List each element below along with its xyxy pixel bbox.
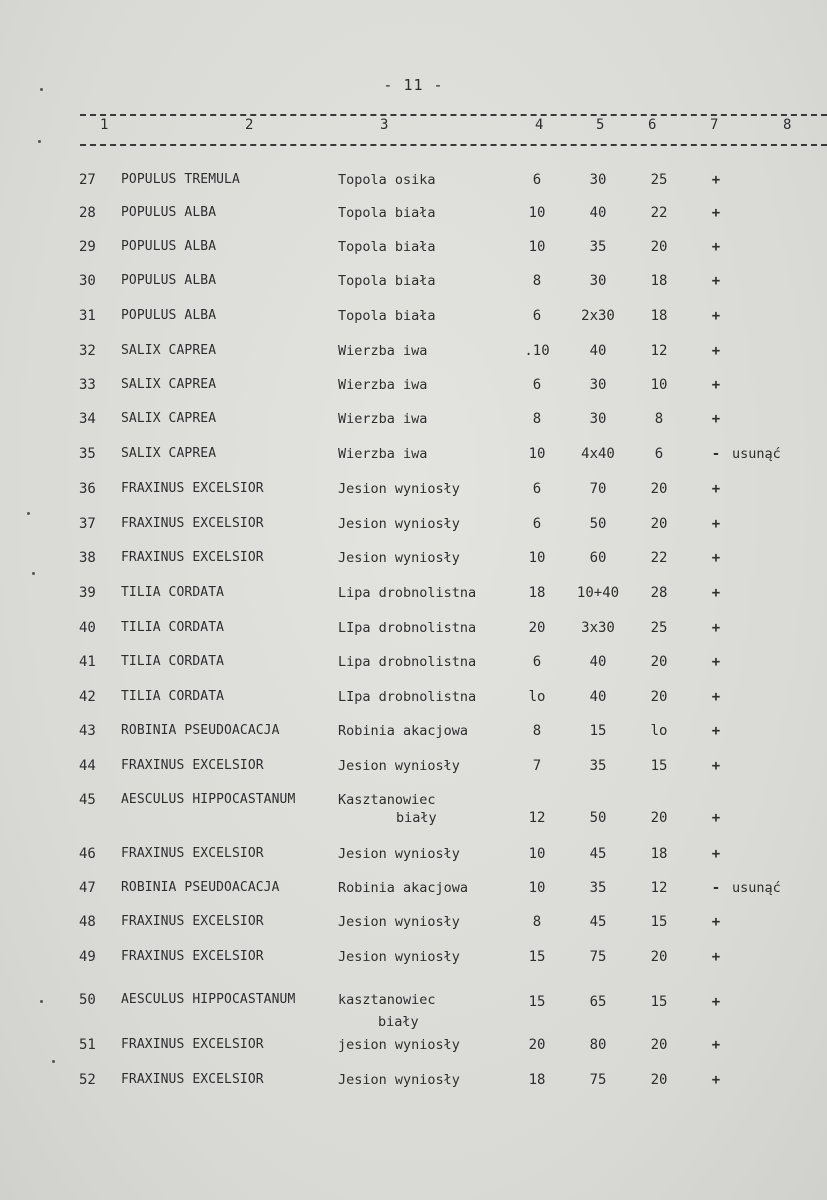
column-4-value: 6 [532,377,542,393]
column-number-1: 1 [100,117,109,133]
polish-name: Jesion wyniosły [338,550,460,566]
latin-name: POPULUS TREMULA [121,172,240,187]
table-row [0,1072,827,1094]
column-5-value: 75 [589,1072,607,1088]
column-5-value: 35 [589,758,607,774]
column-6-value: 20 [650,239,668,255]
column-5-value: 40 [589,689,607,705]
column-6-value: 12 [650,343,668,359]
table-row [0,550,827,572]
row-number: 46 [79,846,96,862]
column-6-value: 20 [650,654,668,670]
remark: usunąć [732,446,781,462]
status-mark: + [711,308,721,324]
latin-name: FRAXINUS EXCELSIOR [121,550,264,565]
table-row [0,239,827,261]
latin-name: FRAXINUS EXCELSIOR [121,846,264,861]
row-number: 30 [79,273,96,289]
column-4-value: 10 [528,550,546,566]
column-6-value: 20 [650,516,668,532]
table-row [0,273,827,295]
polish-name: Topola biała [338,308,436,324]
paper-speck [40,1000,43,1003]
row-number: 33 [79,377,96,393]
status-mark: + [711,994,721,1010]
table-row [0,172,827,194]
latin-name: FRAXINUS EXCELSIOR [121,914,264,929]
column-6-value: 15 [650,914,668,930]
column-4-value: 6 [532,308,542,324]
status-mark: + [711,1037,721,1053]
column-5-value: 30 [589,377,607,393]
column-6-value: 6 [654,446,664,462]
row-number: 48 [79,914,96,930]
column-4-value: 6 [532,172,542,188]
latin-name: POPULUS ALBA [121,205,217,220]
status-mark: + [711,914,721,930]
latin-name: FRAXINUS EXCELSIOR [121,949,264,964]
row-number: 47 [79,880,96,896]
header-bottom-rule [80,144,827,146]
polish-name: Wierzba iwa [338,343,428,359]
table-row [0,377,827,399]
polish-name: Wierzba iwa [338,377,428,393]
latin-name: POPULUS ALBA [121,239,217,254]
column-6-value: 20 [650,689,668,705]
row-number: 36 [79,481,96,497]
row-number: 40 [79,620,96,636]
status-mark: + [711,1072,721,1088]
status-mark: + [711,273,721,289]
status-mark: - [711,446,721,462]
column-5-value: 2x30 [581,308,615,324]
column-4-value: 10 [528,880,546,896]
row-number: 50 [79,992,96,1008]
row-number: 38 [79,550,96,566]
status-mark: + [711,481,721,497]
status-mark: + [711,343,721,359]
column-5-value: 30 [589,411,607,427]
column-4-value: 15 [528,949,546,965]
table-row [0,914,827,936]
column-6-value: 15 [650,994,668,1010]
column-number-5: 5 [596,117,605,133]
column-4-value: 6 [532,654,542,670]
column-4-value: .10 [524,343,550,359]
column-number-6: 6 [648,117,657,133]
column-4-value: 8 [532,273,542,289]
status-mark: + [711,846,721,862]
table-row [0,949,827,971]
latin-name: POPULUS ALBA [121,273,217,288]
status-mark: + [711,620,721,636]
column-4-value: 10 [528,446,546,462]
polish-name: Robinia akacjowa [338,723,469,739]
table-row [0,992,827,1030]
polish-name: Jesion wyniosły [338,1072,460,1088]
table-row [0,205,827,227]
column-5-value: 15 [589,723,607,739]
column-5-value: 70 [589,481,607,497]
polish-name: Topola biała [338,239,436,255]
polish-name: Lipa drobnolistna [338,585,477,601]
row-number: 31 [79,308,96,324]
polish-name: Lipa drobnolistna [338,654,477,670]
polish-name: Jesion wyniosły [338,481,460,497]
polish-name: Topola osika [338,172,436,188]
column-5-value: 4x40 [581,446,615,462]
latin-name: TILIA CORDATA [121,585,225,600]
table-row [0,654,827,676]
row-number: 39 [79,585,96,601]
table-row [0,585,827,607]
latin-name: POPULUS ALBA [121,308,217,323]
column-number-3: 3 [380,117,389,133]
column-4-value: 12 [528,810,546,826]
status-mark: + [711,239,721,255]
row-number: 34 [79,411,96,427]
latin-name: FRAXINUS EXCELSIOR [121,1037,264,1052]
column-5-value: 40 [589,343,607,359]
table-row [0,723,827,745]
column-6-value: 18 [650,308,668,324]
row-number: 51 [79,1037,96,1053]
table-row [0,411,827,433]
paper-speck [52,1060,55,1063]
status-mark: + [711,550,721,566]
latin-name: SALIX CAPREA [121,411,217,426]
polish-name: LIpa drobnolistna [338,689,477,705]
table-row [0,620,827,642]
polish-name: Jesion wyniosły [338,949,460,965]
column-number-7: 7 [710,117,719,133]
polish-name: kasztanowiec [338,992,436,1008]
column-6-value: lo [650,723,668,739]
latin-name: ROBINIA PSEUDOACACJA [121,880,280,895]
status-mark: + [711,516,721,532]
table-row [0,481,827,503]
column-4-value: 8 [532,914,542,930]
latin-name: AESCULUS HIPPOCASTANUM [121,792,296,807]
polish-name: Jesion wyniosły [338,516,460,532]
remark: usunąć [732,880,781,896]
column-4-value: 6 [532,516,542,532]
column-number-header [0,117,827,135]
latin-name: FRAXINUS EXCELSIOR [121,516,264,531]
column-4-value: 18 [528,585,546,601]
page-number: - 11 - [383,76,444,94]
polish-name: Wierzba iwa [338,411,428,427]
column-5-value: 45 [589,846,607,862]
polish-name: Robinia akacjowa [338,880,469,896]
latin-name: FRAXINUS EXCELSIOR [121,758,264,773]
column-6-value: 20 [650,810,668,826]
row-number: 27 [79,172,96,188]
latin-name: ROBINIA PSEUDOACACJA [121,723,280,738]
status-mark: + [711,205,721,221]
column-6-value: 18 [650,273,668,289]
column-5-value: 65 [589,994,607,1010]
polish-name: Jesion wyniosły [338,758,460,774]
polish-name-continued: biały [378,1014,419,1030]
column-5-value: 50 [589,516,607,532]
status-mark: + [711,689,721,705]
column-4-value: 10 [528,846,546,862]
column-6-value: 18 [650,846,668,862]
column-4-value: 8 [532,411,542,427]
row-number: 41 [79,654,96,670]
status-mark: + [711,758,721,774]
status-mark: + [711,723,721,739]
paper-speck [27,512,30,515]
column-number-4: 4 [535,117,544,133]
column-6-value: 20 [650,949,668,965]
column-4-value: 20 [528,1037,546,1053]
column-5-value: 40 [589,205,607,221]
header-top-rule [80,114,827,116]
column-4-value: 18 [528,1072,546,1088]
latin-name: TILIA CORDATA [121,654,225,669]
status-mark: + [711,949,721,965]
column-5-value: 45 [589,914,607,930]
row-number: 45 [79,792,96,808]
column-6-value: 15 [650,758,668,774]
row-number: 43 [79,723,96,739]
column-4-value: 10 [528,239,546,255]
table-row [0,792,827,826]
status-mark: + [711,810,721,826]
column-6-value: 10 [650,377,668,393]
column-5-value: 3x30 [581,620,615,636]
table-row [0,516,827,538]
polish-name: Topola biała [338,273,436,289]
column-4-value: 7 [532,758,542,774]
column-4-value: 10 [528,205,546,221]
latin-name: FRAXINUS EXCELSIOR [121,1072,264,1087]
column-5-value: 35 [589,239,607,255]
column-5-value: 30 [589,172,607,188]
column-number-2: 2 [245,117,254,133]
column-4-value: 6 [532,481,542,497]
column-4-value: 15 [528,994,546,1010]
column-number-8: 8 [783,117,792,133]
latin-name: TILIA CORDATA [121,689,225,704]
column-5-value: 10+40 [576,585,620,601]
table-row [0,689,827,711]
column-5-value: 60 [589,550,607,566]
paper-speck [40,88,43,91]
column-4-value: 8 [532,723,542,739]
status-mark: + [711,411,721,427]
column-6-value: 20 [650,1072,668,1088]
row-number: 49 [79,949,96,965]
column-6-value: 25 [650,172,668,188]
column-5-value: 30 [589,273,607,289]
status-mark: + [711,172,721,188]
latin-name: AESCULUS HIPPOCASTANUM [121,992,296,1007]
row-number: 37 [79,516,96,532]
row-number: 52 [79,1072,96,1088]
table-row [0,758,827,780]
table-row [0,1037,827,1059]
column-6-value: 20 [650,1037,668,1053]
table-row [0,880,827,902]
column-6-value: 25 [650,620,668,636]
column-5-value: 50 [589,810,607,826]
table-row [0,446,827,468]
column-6-value: 12 [650,880,668,896]
row-number: 44 [79,758,96,774]
polish-name: Jesion wyniosły [338,914,460,930]
table-row [0,846,827,868]
row-number: 42 [79,689,96,705]
latin-name: SALIX CAPREA [121,343,217,358]
table-row [0,343,827,365]
paper-speck [38,140,41,143]
column-5-value: 40 [589,654,607,670]
column-6-value: 20 [650,481,668,497]
row-number: 35 [79,446,96,462]
status-mark: - [711,880,721,896]
latin-name: FRAXINUS EXCELSIOR [121,481,264,496]
status-mark: + [711,654,721,670]
polish-name: LIpa drobnolistna [338,620,477,636]
polish-name: Kasztanowiec [338,792,436,808]
column-6-value: 8 [654,411,664,427]
row-number: 28 [79,205,96,221]
latin-name: TILIA CORDATA [121,620,225,635]
latin-name: SALIX CAPREA [121,377,217,392]
column-5-value: 35 [589,880,607,896]
column-6-value: 22 [650,205,668,221]
polish-name: Wierzba iwa [338,446,428,462]
polish-name: Topola biała [338,205,436,221]
table-row [0,308,827,330]
column-4-value: 20 [528,620,546,636]
latin-name: SALIX CAPREA [121,446,217,461]
column-6-value: 28 [650,585,668,601]
column-4-value: lo [528,689,546,705]
column-6-value: 22 [650,550,668,566]
row-number: 29 [79,239,96,255]
status-mark: + [711,377,721,393]
status-mark: + [711,585,721,601]
paper-speck [32,572,35,575]
polish-name-continued: biały [396,810,437,826]
row-number: 32 [79,343,96,359]
column-5-value: 75 [589,949,607,965]
polish-name: jesion wyniosły [338,1037,460,1053]
column-5-value: 80 [589,1037,607,1053]
polish-name: Jesion wyniosły [338,846,460,862]
